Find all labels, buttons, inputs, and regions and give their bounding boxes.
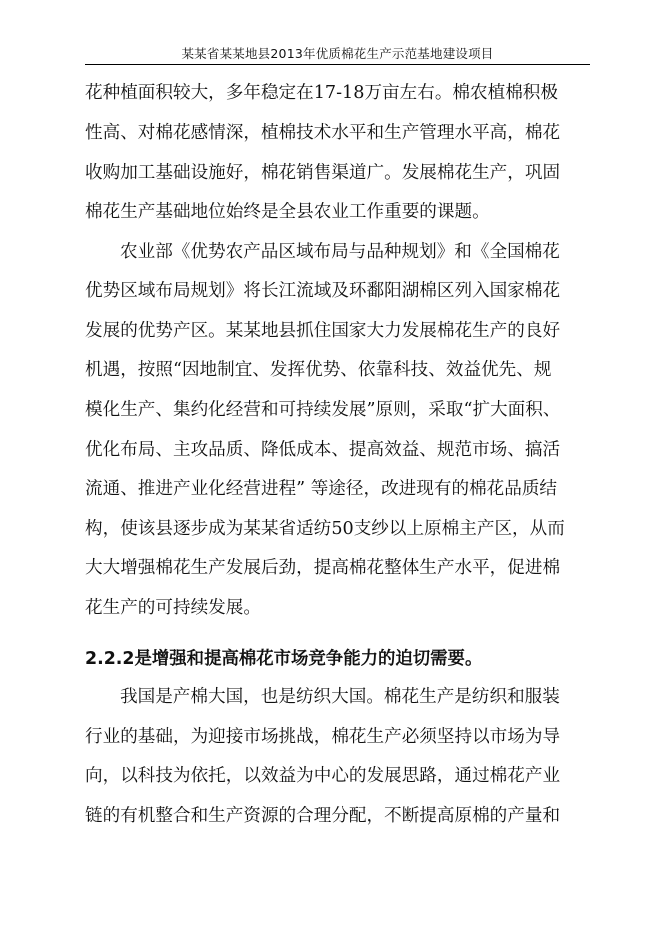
paragraph-line: 链的有机整合和生产资源的合理分配，不断提高原棉的产量和	[85, 806, 561, 826]
paragraph-line: 花生产的可持续发展。	[85, 598, 261, 618]
page-header: 某某省某某地县2013年优质棉花生产示范基地建设项目	[181, 46, 494, 61]
paragraph-line: 发展的优势产区。某某地县抓住国家大力发展棉花生产的良好	[85, 321, 561, 341]
paragraph-line: 农业部《优势农产品区域布局与品种规划》和《全国棉花	[120, 242, 560, 262]
paragraph-line: 优化布局、主攻品质、降低成本、提高效益、规范市场、搞活	[85, 440, 561, 460]
paragraph-line: 行业的基础，为迎接市场挑战，棉花生产必须坚持以市场为导	[85, 727, 561, 747]
paragraph-line: 流通、推进产业化经营进程” 等途径，改进现有的棉花品质结	[85, 479, 558, 499]
paragraph-line: 我国是产棉大国，也是纺织大国。棉花生产是纺织和服装	[120, 687, 560, 707]
section-heading: 2.2.2是增强和提高棉花市场竞争能力的迫切需要。	[85, 649, 483, 669]
header-rule	[85, 64, 590, 65]
paragraph-line: 棉花生产基础地位始终是全县农业工作重要的课题。	[85, 202, 490, 222]
paragraph-line: 模化生产、集约化经营和可持续发展”原则，采取“扩大面积、	[85, 400, 561, 420]
paragraph-line: 优势区域布局规划》将长江流域及环鄱阳湖棉区列入国家棉花	[85, 281, 561, 301]
paragraph-line: 收购加工基础设施好，棉花销售渠道广。发展棉花生产，巩固	[85, 163, 561, 183]
paragraph-line: 机遇，按照“因地制宜、发挥优势、依靠科技、效益优先、规	[85, 360, 552, 380]
paragraph-line: 向，以科技为依托，以效益为中心的发展思路，通过棉花产业	[85, 766, 561, 786]
paragraph-line: 花种植面积较大，多年稳定在17-18万亩左右。棉农植棉积极	[85, 83, 558, 103]
paragraph-line: 构，使该县逐步成为某某省适纺50支纱以上原棉主产区，从而	[85, 519, 565, 539]
paragraph-line: 大大增强棉花生产发展后劲，提高棉花整体生产水平，促进棉	[85, 558, 561, 578]
paragraph-line: 性高、对棉花感情深，植棉技术水平和生产管理水平高，棉花	[85, 123, 561, 143]
